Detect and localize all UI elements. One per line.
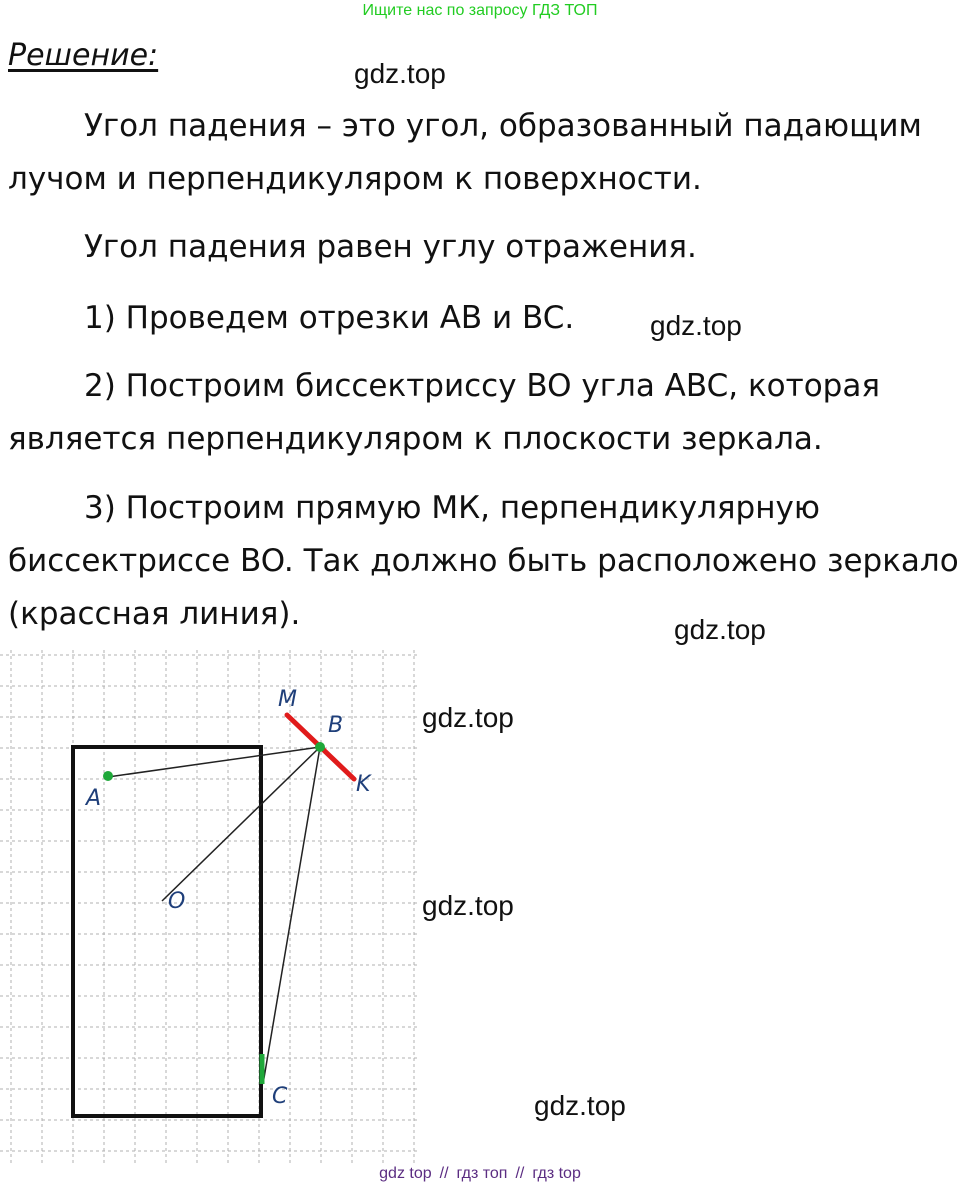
watermark: gdz.top bbox=[422, 890, 514, 921]
footer-link[interactable]: gdz top bbox=[379, 1165, 432, 1182]
label-o: O bbox=[168, 889, 186, 914]
label-b: B bbox=[328, 713, 344, 738]
paragraph-line: 1) Проведем отрезки AB и BC. bbox=[84, 300, 575, 336]
watermark: gdz.top bbox=[422, 702, 514, 733]
paragraph-line: 2) Построим биссектриссу BO угла ABC, которая bbox=[84, 368, 880, 404]
watermark: gdz.top bbox=[534, 1090, 626, 1121]
paragraph-step-1 bbox=[8, 292, 956, 345]
solution-heading: Решение: bbox=[8, 38, 159, 73]
point-a bbox=[103, 771, 113, 781]
point-b bbox=[315, 742, 325, 752]
label-a: A bbox=[86, 786, 102, 811]
geometry-figure bbox=[0, 650, 420, 1165]
room-frame bbox=[73, 747, 261, 1116]
footer-link[interactable]: гдз top bbox=[532, 1165, 581, 1182]
ray-bc bbox=[263, 747, 320, 1084]
paragraph-law bbox=[8, 221, 956, 274]
bisector-bo bbox=[162, 747, 320, 901]
footer-links bbox=[0, 1165, 960, 1183]
watermark: gdz.top bbox=[354, 58, 446, 89]
footer-separator: // bbox=[439, 1165, 449, 1182]
top-banner: Ищите нас по запросу ГДЗ ТОП bbox=[362, 2, 598, 19]
paragraph-line: Угол падения – это угол, образованный падающим bbox=[84, 108, 922, 144]
label-m: M bbox=[278, 687, 297, 712]
grid-lines bbox=[0, 650, 420, 1165]
paragraph-line: лучом и перпендикуляром к поверхности. bbox=[8, 161, 702, 197]
label-c: C bbox=[272, 1084, 288, 1109]
footer-separator: // bbox=[515, 1165, 525, 1182]
watermark: gdz.top bbox=[674, 614, 766, 645]
ray-ab bbox=[108, 747, 320, 777]
watermark: gdz.top bbox=[650, 310, 742, 341]
paragraph-line: Угол падения равен углу отражения. bbox=[84, 229, 697, 265]
footer-link[interactable]: гдз топ bbox=[456, 1165, 508, 1182]
label-k: K bbox=[356, 772, 371, 797]
paragraph-step-3 bbox=[8, 482, 959, 641]
paragraph-line: (крассная линия). bbox=[8, 596, 301, 632]
paragraph-step-2 bbox=[8, 360, 956, 466]
paragraph-line: 3) Построим прямую МК, перпендикулярную bbox=[84, 490, 820, 526]
paragraph-line: биссектриссе BO. Так должно быть расположено зеркало bbox=[8, 543, 959, 579]
paragraph-line: является перпендикуляром к плоскости зеркала. bbox=[8, 421, 823, 457]
paragraph-definition bbox=[8, 100, 956, 206]
